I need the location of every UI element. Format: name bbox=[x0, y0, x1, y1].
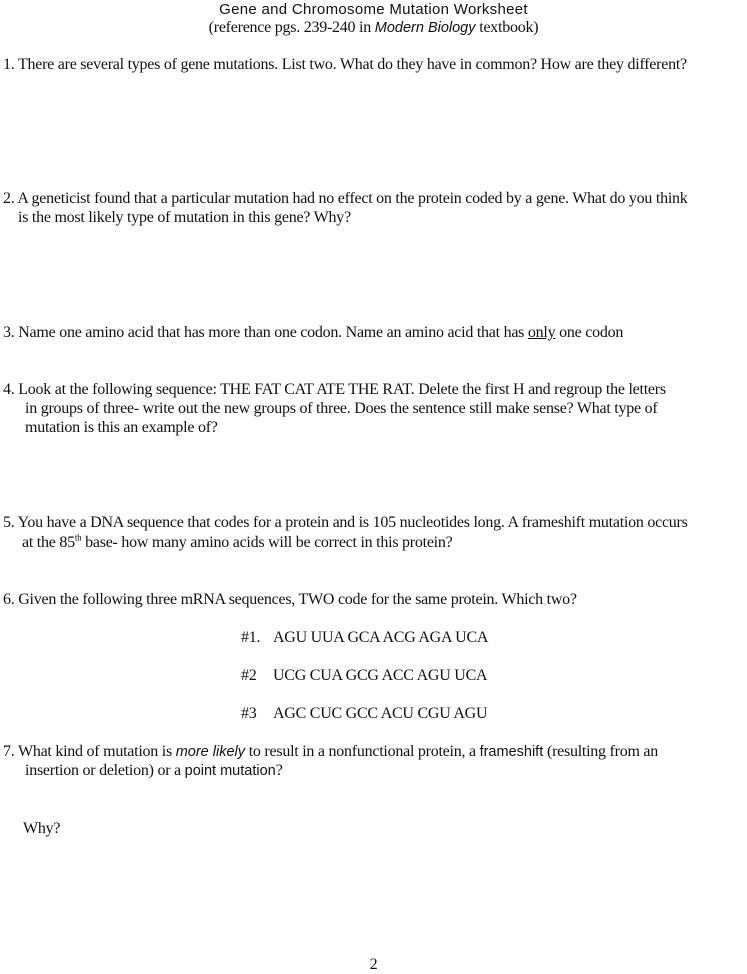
q5-post: base- how many amino acids will be correct in this protein? bbox=[81, 534, 453, 551]
q7-emphasis: more likely bbox=[175, 744, 245, 760]
book-title: Modern Biology bbox=[374, 20, 476, 36]
question-2-line-1: 2. A geneticist found that a particular mutation had no effect on the protein coded by a gene. What do you think bbox=[3, 190, 688, 207]
sequence-label: #2 bbox=[241, 667, 257, 684]
q3-text: 3. Name one amino acid that has more than one codon. Name an amino acid that has bbox=[3, 324, 528, 341]
q7-text: (resulting from an bbox=[543, 743, 659, 760]
question-1: 1. There are several types of gene mutations. List two. What do they have in common? How are they different? bbox=[3, 56, 687, 73]
page-number: 2 bbox=[369, 956, 378, 973]
question-7-line-2 bbox=[25, 761, 283, 781]
q3-text-end: one codon bbox=[555, 324, 624, 341]
sequence-codons: AGC CUC GCC ACU CGU AGU bbox=[273, 705, 488, 722]
question-3 bbox=[3, 323, 623, 342]
sequence-label: #3 bbox=[241, 705, 257, 722]
q7-term-point-mutation: point mutation bbox=[184, 763, 276, 779]
sequence-codons: UCG CUA GCG ACC AGU UCA bbox=[273, 667, 488, 684]
sequence-2 bbox=[241, 666, 487, 685]
q5-pre: at the 85 bbox=[22, 534, 75, 551]
question-4-line-2: in groups of three- write out the new groups of three. Does the sentence still make sense? What type of bbox=[25, 400, 658, 417]
q5-sup: th bbox=[74, 532, 82, 543]
sequence-codons: AGU UUA GCA ACG AGA UCA bbox=[273, 629, 489, 646]
q7-text: insertion or deletion) or a bbox=[25, 762, 185, 779]
question-4-line-3: mutation is this an example of? bbox=[25, 419, 218, 436]
q7-term-frameshift: frameshift bbox=[479, 744, 544, 760]
sequence-label: #1. bbox=[241, 629, 261, 646]
question-2-line-2: is the most likely type of mutation in this gene? Why? bbox=[18, 209, 351, 226]
worksheet-title: Gene and Chromosome Mutation Worksheet bbox=[219, 1, 528, 18]
subtitle-pre: (reference pgs. 239-240 in bbox=[208, 19, 375, 36]
q3-underlined: only bbox=[527, 324, 556, 341]
question-5-line-1: 5. You have a DNA sequence that codes for a protein and is 105 nucleotides long. A frameshift mutation occurs bbox=[3, 514, 688, 531]
q7-text: 7. What kind of mutation is bbox=[3, 743, 176, 760]
subtitle-post: textbook) bbox=[475, 19, 539, 36]
question-6: 6. Given the following three mRNA sequences, TWO code for the same protein. Which two? bbox=[3, 591, 577, 608]
subtitle bbox=[0, 18, 747, 38]
question-7-line-1 bbox=[3, 742, 658, 762]
question-5-line-2 bbox=[22, 533, 452, 552]
question-4-line-1: 4. Look at the following sequence: THE FAT CAT ATE THE RAT. Delete the first H and regroup the letters bbox=[3, 381, 666, 398]
q7-text: ? bbox=[275, 762, 283, 779]
sequence-3 bbox=[241, 704, 487, 723]
sequence-1 bbox=[241, 628, 488, 647]
q7-text: to result in a nonfunctional protein, a bbox=[244, 743, 480, 760]
why-prompt: Why? bbox=[23, 820, 61, 837]
